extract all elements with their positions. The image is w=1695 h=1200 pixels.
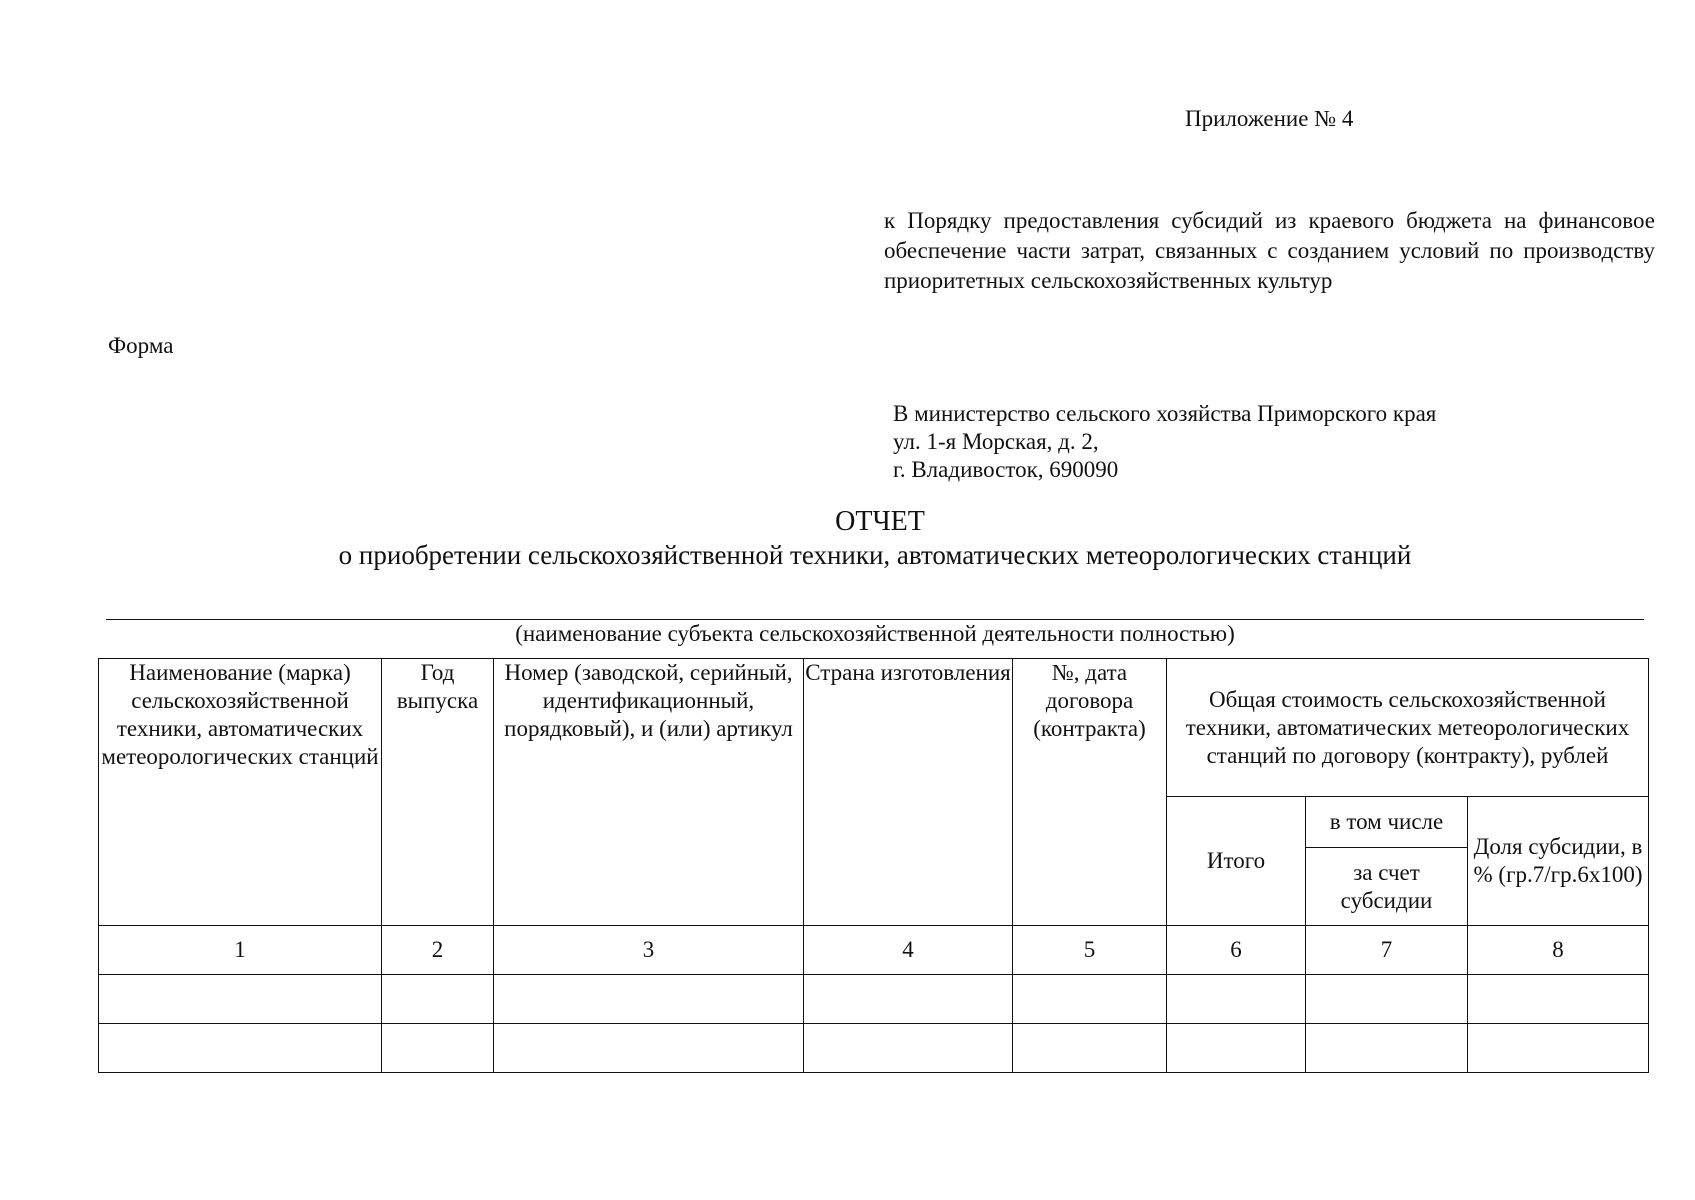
table-cell[interactable] bbox=[1306, 1024, 1468, 1073]
table-cell[interactable] bbox=[382, 975, 494, 1024]
appendix-title: Приложение № 4 bbox=[1185, 106, 1354, 131]
column-number: 3 bbox=[494, 926, 804, 975]
addressee-line: ул. 1-я Морская, д. 2, bbox=[893, 429, 1099, 454]
column-number: 8 bbox=[1468, 926, 1649, 975]
header-contract: №, дата договора (контракта) bbox=[1013, 659, 1167, 926]
table-cell[interactable] bbox=[1167, 1024, 1306, 1073]
column-number-row bbox=[99, 926, 1649, 975]
table-cell[interactable] bbox=[382, 1024, 494, 1073]
entity-name-caption: (наименование субъекта сельскохозяйственной деятельности полностью) bbox=[515, 621, 1235, 646]
form-label: Форма bbox=[108, 333, 174, 358]
table-cell[interactable] bbox=[494, 975, 804, 1024]
table-cell[interactable] bbox=[1306, 975, 1468, 1024]
addressee-block bbox=[893, 400, 1436, 484]
column-number: 5 bbox=[1013, 926, 1167, 975]
report-subtitle: о приобретении сельскохозяйственной техники, автоматических метеорологических станций bbox=[338, 540, 1412, 570]
table-cell[interactable] bbox=[99, 1024, 382, 1073]
header-equipment-name: Наименование (марка) сельскохозяйственной техники, автоматических метеорологических станций bbox=[99, 659, 382, 926]
addressee-line: г. Владивосток, 690090 bbox=[893, 457, 1119, 482]
table-cell[interactable] bbox=[1468, 975, 1649, 1024]
table-row bbox=[99, 1024, 1649, 1073]
header-subsidy-share: Доля субсидии, в % (гр.7/гр.6x100) bbox=[1468, 797, 1649, 926]
table-cell[interactable] bbox=[1167, 975, 1306, 1024]
table-cell[interactable] bbox=[1013, 975, 1167, 1024]
column-number: 2 bbox=[382, 926, 494, 975]
column-number: 7 bbox=[1306, 926, 1468, 975]
table-cell[interactable] bbox=[1468, 1024, 1649, 1073]
header-year: Год выпуска bbox=[382, 659, 494, 926]
appendix-description: к Порядку предоставления субсидий из краевого бюджета на финансовое обеспечение части затрат, связанных с созданием условий по производству приоритетных сельскохозяйственных культур bbox=[884, 208, 1655, 293]
column-number: 1 bbox=[99, 926, 382, 975]
report-title: ОТЧЕТ bbox=[835, 506, 925, 537]
column-number: 4 bbox=[804, 926, 1013, 975]
header-serial-number: Номер (заводской, серийный, идентификационный, порядковый), и (или) артикул bbox=[494, 659, 804, 926]
report-table bbox=[98, 658, 1649, 1073]
addressee-line: В министерство сельского хозяйства Приморского края bbox=[893, 401, 1437, 426]
table-cell[interactable] bbox=[804, 1024, 1013, 1073]
header-total-cost: Общая стоимость сельскохозяйственной техники, автоматических метеорологических станций по договору (контракту), рублей bbox=[1167, 659, 1649, 797]
column-number: 6 bbox=[1167, 926, 1306, 975]
table-cell[interactable] bbox=[804, 975, 1013, 1024]
table-cell[interactable] bbox=[1013, 1024, 1167, 1073]
header-country: Страна изготовления bbox=[804, 659, 1013, 926]
header-including: в том числе bbox=[1306, 797, 1468, 848]
entity-name-line[interactable] bbox=[106, 619, 1644, 620]
table-row bbox=[99, 975, 1649, 1024]
header-subsidy-amount: за счет субсидии bbox=[1306, 848, 1468, 926]
table-cell[interactable] bbox=[494, 1024, 804, 1073]
table-cell[interactable] bbox=[99, 975, 382, 1024]
header-total: Итого bbox=[1167, 797, 1306, 926]
